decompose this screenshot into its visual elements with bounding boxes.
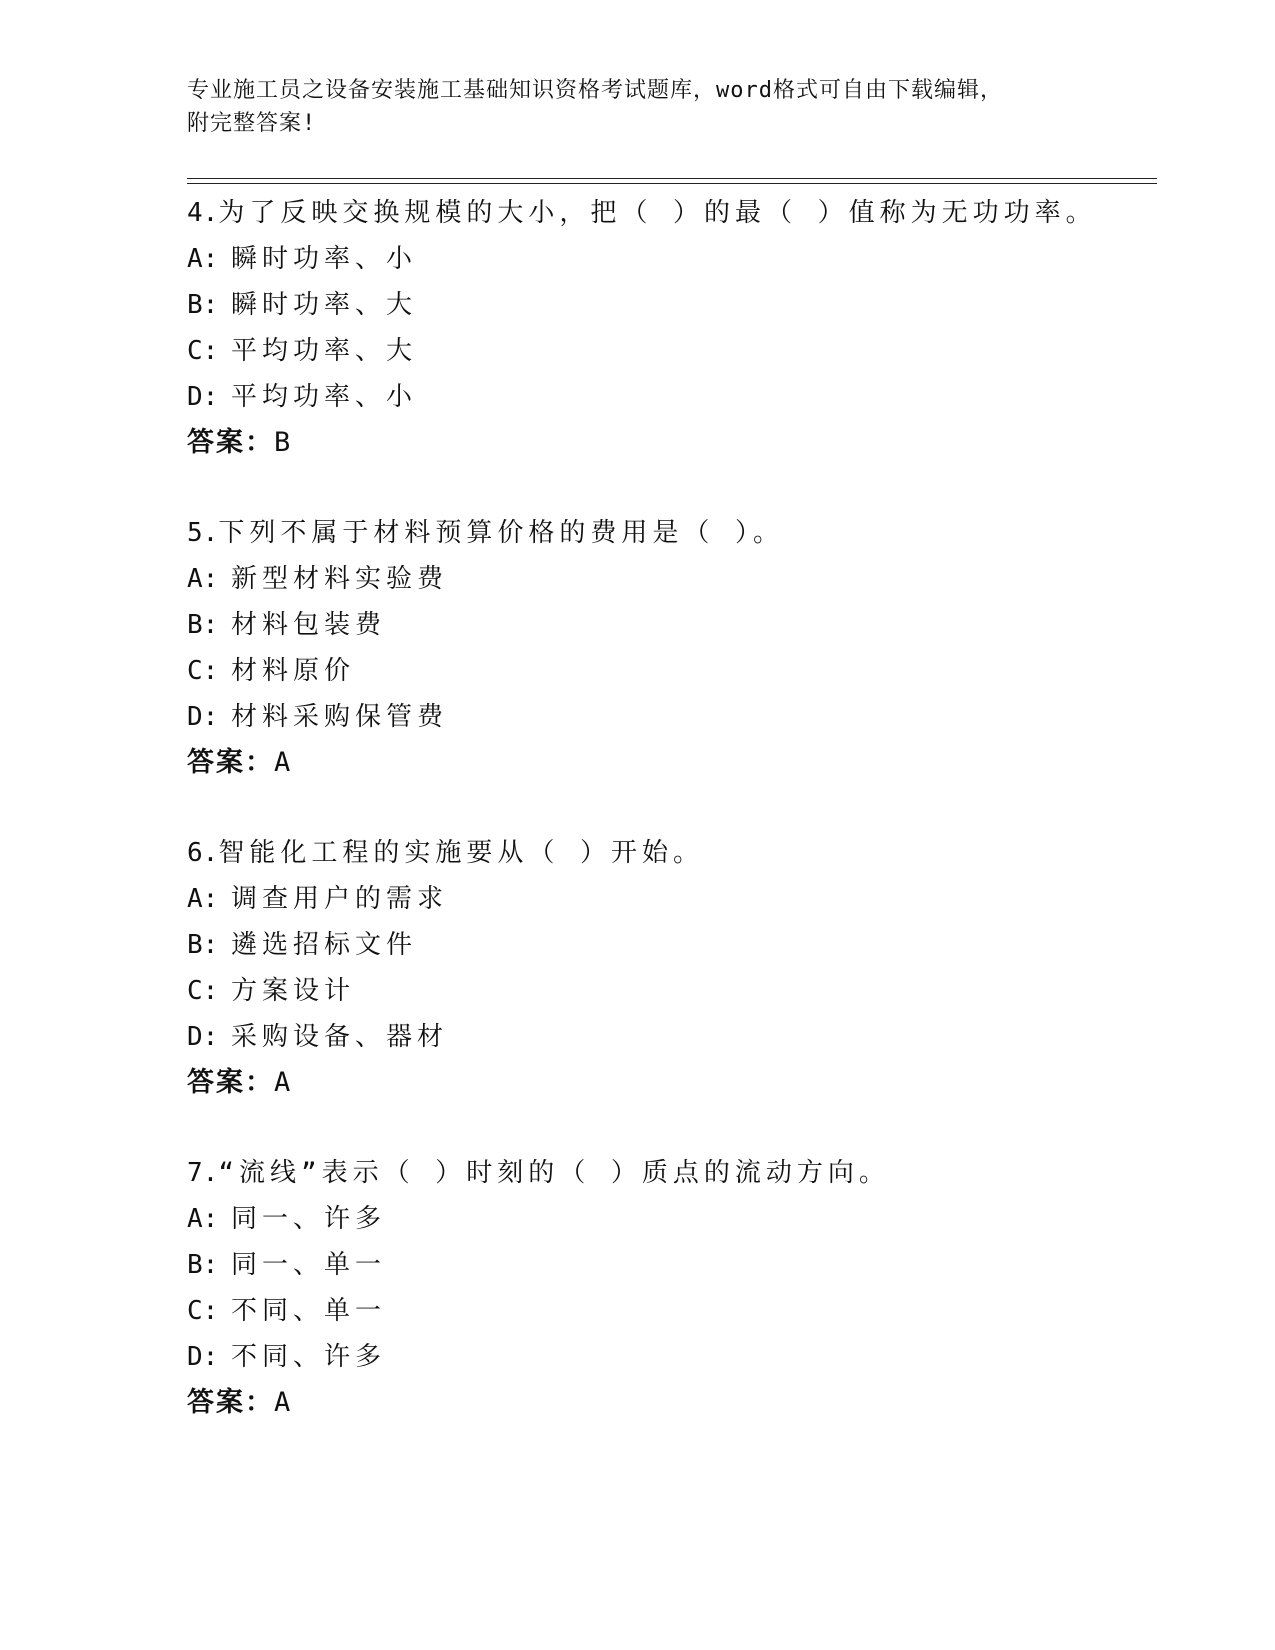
option-text: 材料采购保管费 (231, 702, 449, 732)
option-key: A: (187, 884, 219, 914)
option-text: 平均功率、大 (231, 336, 418, 366)
option-key: D: (187, 382, 219, 412)
option-d (187, 694, 1157, 740)
answer-line (187, 420, 1157, 466)
option-text: 同一、许多 (231, 1204, 387, 1234)
option-key: D: (187, 1022, 219, 1052)
option-d (187, 1334, 1157, 1380)
option-b (187, 602, 1157, 648)
answer-value: A (274, 1387, 291, 1418)
answer-label: 答案： (187, 747, 274, 778)
option-b (187, 922, 1157, 968)
option-text: 不同、许多 (231, 1342, 387, 1372)
question-text: “流线”表示（ ）时刻的（ ）质点的流动方向。 (218, 1158, 890, 1188)
option-text: 材料包装费 (231, 610, 387, 640)
option-text: 遴选招标文件 (231, 930, 418, 960)
option-key: B: (187, 930, 219, 960)
header-line-2: 附完整答案! (187, 111, 317, 136)
option-text: 瞬时功率、小 (231, 244, 418, 274)
question-stem (187, 1150, 1157, 1196)
option-d (187, 1014, 1157, 1060)
question-7 (187, 1150, 1157, 1470)
option-key: C: (187, 1296, 219, 1326)
option-b (187, 1242, 1157, 1288)
option-a (187, 876, 1157, 922)
option-text: 材料原价 (231, 656, 356, 686)
option-text: 方案设计 (231, 976, 356, 1006)
answer-line (187, 1380, 1157, 1426)
option-d (187, 374, 1157, 420)
question-text: 下列不属于材料预算价格的费用是（ ）。 (218, 518, 784, 548)
option-key: C: (187, 336, 219, 366)
option-text: 采购设备、器材 (231, 1022, 449, 1052)
option-key: C: (187, 656, 219, 686)
question-6 (187, 830, 1157, 1150)
option-key: D: (187, 702, 219, 732)
question-stem (187, 830, 1157, 876)
question-number: 7. (187, 1158, 219, 1188)
question-4 (187, 190, 1157, 510)
option-c (187, 968, 1157, 1014)
answer-label: 答案： (187, 427, 274, 458)
header-line-1: 专业施工员之设备安装施工基础知识资格考试题库，word格式可自由下载编辑， (187, 78, 1003, 103)
question-stem (187, 510, 1157, 556)
option-c (187, 328, 1157, 374)
question-text: 为了反映交换规模的大小，把（ ）的最（ ）值称为无功功率。 (218, 198, 1097, 228)
answer-line (187, 740, 1157, 786)
option-key: B: (187, 290, 219, 320)
answer-line (187, 1060, 1157, 1106)
option-key: A: (187, 244, 219, 274)
option-text: 瞬时功率、大 (231, 290, 418, 320)
option-text: 平均功率、小 (231, 382, 418, 412)
option-text: 同一、单一 (231, 1250, 387, 1280)
answer-value: B (274, 427, 291, 458)
header-divider-top (187, 178, 1157, 179)
answer-label: 答案： (187, 1067, 274, 1098)
question-5 (187, 510, 1157, 830)
option-text: 新型材料实验费 (231, 564, 449, 594)
option-c (187, 648, 1157, 694)
option-b (187, 282, 1157, 328)
option-text: 不同、单一 (231, 1296, 387, 1326)
option-key: A: (187, 564, 219, 594)
option-a (187, 556, 1157, 602)
answer-label: 答案： (187, 1387, 274, 1418)
question-number: 4. (187, 198, 219, 228)
option-key: B: (187, 610, 219, 640)
document-header (187, 74, 1087, 140)
option-c (187, 1288, 1157, 1334)
question-number: 5. (187, 518, 219, 548)
option-key: D: (187, 1342, 219, 1372)
question-stem (187, 190, 1157, 236)
option-key: A: (187, 1204, 219, 1234)
option-key: B: (187, 1250, 219, 1280)
question-text: 智能化工程的实施要从（ ）开始。 (218, 838, 704, 868)
answer-value: A (274, 747, 291, 778)
option-key: C: (187, 976, 219, 1006)
option-text: 调查用户的需求 (231, 884, 449, 914)
question-list (187, 190, 1157, 1470)
option-a (187, 1196, 1157, 1242)
answer-value: A (274, 1067, 291, 1098)
option-a (187, 236, 1157, 282)
question-number: 6. (187, 838, 219, 868)
header-divider-bottom (187, 183, 1157, 184)
